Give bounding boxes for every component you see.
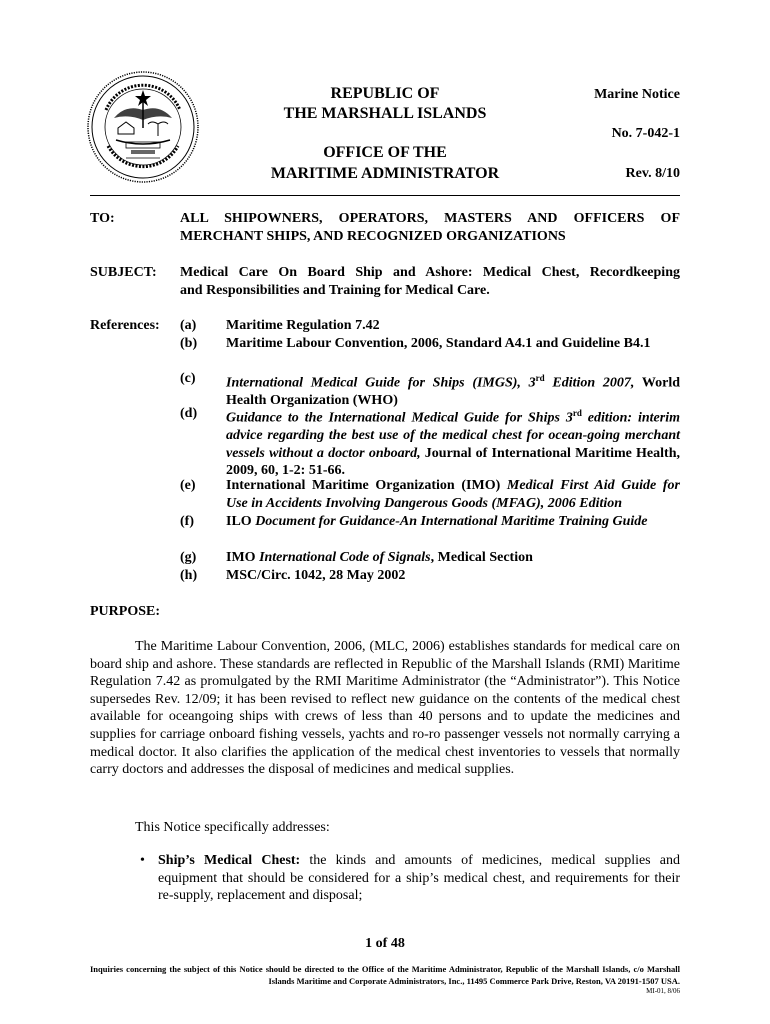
- reference-sup: rd: [572, 408, 582, 418]
- reference-italic: Guidance to the International Medical Guide for Ships 3: [226, 410, 573, 426]
- reference-text: [226, 513, 680, 531]
- bullet-text: the kinds and amounts of medicines, medical supplies and equipment that should be considered for a ship’s medical chest, and requirements for their re-supply, replacement and disposal;: [158, 853, 680, 904]
- reference-italic: Medical First Aid Guide for Use in Accidents Involving Dangerous Goods (MFAG), 2006 Edition: [226, 478, 680, 511]
- reference-plain: IMO: [226, 550, 260, 565]
- reference-text: [226, 370, 680, 410]
- republic-title-line1: REPUBLIC OF: [330, 85, 440, 102]
- reference-letter: (h): [180, 568, 198, 583]
- purpose-intro: This Notice specifically addresses:: [135, 820, 330, 835]
- subject-label: SUBJECT:: [90, 265, 157, 280]
- office-title-line2: MARITIME ADMINISTRATOR: [270, 165, 500, 182]
- reference-plain: Journal of International Maritime Health, 2009, 60, 1-2: 51-66.: [226, 445, 680, 479]
- purpose-paragraph: The Maritime Labour Convention, 2006, (MLC, 2006) establishes standards for medical care on board ship and ashore. These standards are reflected in Republic of the Marshall Islands (RMI) Maritime Regulation 7.42 as promulgated by the RMI Maritime Administrator (the “Administrator”). This Notice supersedes Rev. 12/09; it has been revised to reflect new guidance on the contents of the medical chest available for oceangoing ships with crews of less than 40 persons and to update the medicines and supplies for carriage onboard fishing vessels, yachts and ro-ro passenger vessels not normally carrying a medical doctor. It also clarifies the application of the medical chest inventories to vessels that normally carry doctors and addresses the disposal of medicines and medical supplies.: [90, 639, 680, 778]
- reference-sup: rd: [535, 373, 545, 383]
- reference-text: MSC/Circ. 1042, 28 May 2002: [226, 568, 406, 583]
- to-line1: ALL SHIPOWNERS, OPERATORS, MASTERS AND OFFICERS OF: [180, 211, 680, 226]
- reference-text: Maritime Regulation 7.42: [226, 318, 380, 333]
- reference-text: [226, 549, 680, 567]
- subject-line2: and Responsibilities and Training for Medical Care.: [180, 283, 490, 298]
- subject-line1: Medical Care On Board Ship and Ashore: Medical Chest, Recordkeeping: [180, 265, 680, 280]
- revision: Rev. 8/10: [625, 166, 680, 181]
- notice-type: Marine Notice: [594, 87, 680, 102]
- bullet-dot: •: [140, 853, 145, 868]
- republic-title-line2: THE MARSHALL ISLANDS: [283, 105, 487, 122]
- marshall-islands-seal-icon: [86, 70, 200, 184]
- reference-text: [226, 405, 680, 480]
- reference-italic: International Medical Guide for Ships (IMGS), 3: [226, 375, 536, 391]
- reference-letter: (g): [180, 550, 197, 565]
- bullet-term: Ship’s Medical Chest:: [158, 853, 301, 868]
- header-divider: [90, 195, 680, 196]
- reference-plain: World Health Organization (WHO): [226, 375, 680, 409]
- purpose-heading: PURPOSE:: [90, 604, 160, 619]
- reference-italic: Edition 2007,: [544, 375, 635, 391]
- to-label: TO:: [90, 211, 115, 226]
- reference-text: Maritime Labour Convention, 2006, Standard A4.1 and Guideline B4.1: [226, 336, 651, 351]
- notice-number: No. 7-042-1: [611, 126, 680, 141]
- page-number: 1 of 48: [365, 936, 405, 951]
- reference-letter: (e): [180, 478, 196, 493]
- reference-text: [226, 477, 680, 512]
- reference-letter: (a): [180, 318, 197, 333]
- office-title-line1: OFFICE OF THE: [323, 144, 447, 161]
- reference-letter: (f): [180, 514, 194, 529]
- bullet-medical-chest: [158, 852, 680, 905]
- to-line2: MERCHANT SHIPS, AND RECOGNIZED ORGANIZATIONS: [180, 229, 566, 244]
- reference-letter: (b): [180, 336, 198, 351]
- reference-plain: ILO: [226, 514, 256, 529]
- footer-inquiries: Inquiries concerning the subject of this Notice should be directed to the Office of the Maritime Administrator, Republic of the Marshall Islands, c/o Marshall Islands Maritime and Corporate Administrators, Inc., 11495 Commerce Park Drive, Reston, VA 20191-1507 USA.: [90, 964, 680, 986]
- reference-plain: International Maritime Organization (IMO): [226, 478, 507, 493]
- reference-italic: Document for Guidance-An International Maritime Training Guide: [255, 514, 648, 529]
- reference-italic: International Code of Signals: [259, 550, 431, 565]
- references-label: References:: [90, 318, 160, 333]
- reference-plain: , Medical Section: [430, 550, 533, 565]
- reference-italic: edition: interim advice regarding the best use of the medical chest for ocean-going merchant vessels without a doctor onboard,: [226, 410, 681, 461]
- reference-letter: (d): [180, 406, 198, 421]
- reference-letter: (c): [180, 371, 196, 386]
- form-id: MI-01, 8/06: [646, 987, 680, 995]
